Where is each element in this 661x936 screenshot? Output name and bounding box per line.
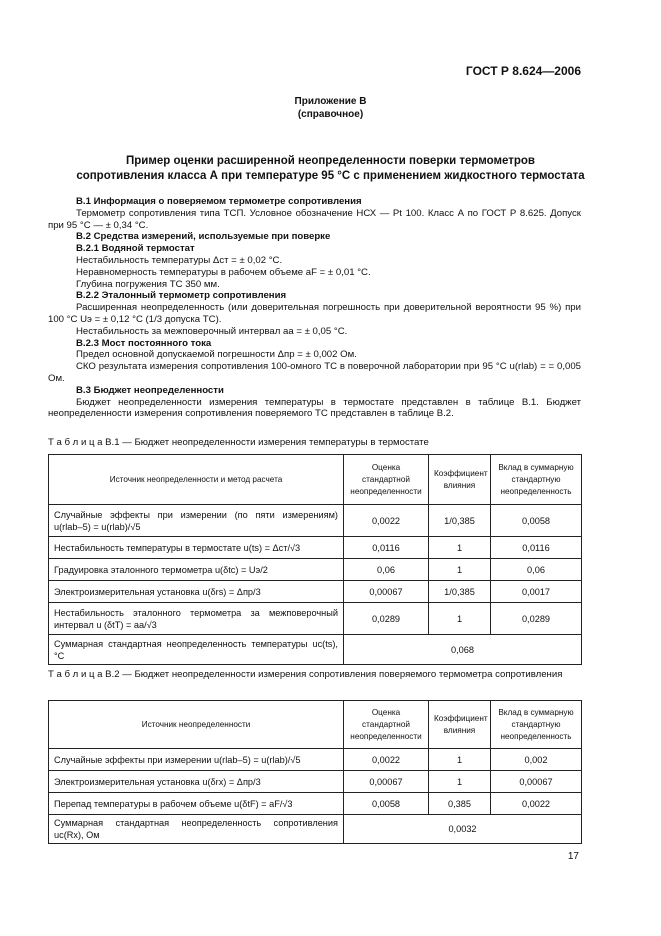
value-cell: 0,0058	[344, 793, 429, 815]
value-cell: 0,0022	[344, 749, 429, 771]
source-cell: Нестабильность температуры в термостате u(ts) = Δст/√3	[49, 537, 344, 559]
value-cell: 0,0017	[491, 581, 582, 603]
section-heading: В.2.3 Мост постоянного тока	[76, 337, 212, 349]
total-label-cell: Суммарная стандартная неопределенность сопротивления uc(Rx), Ом	[49, 815, 344, 844]
source-cell: Градуировка эталонного термометра u(δtс) = Uэ/2	[49, 559, 344, 581]
total-value-cell: 0,0032	[344, 815, 582, 844]
table2-header: Вклад в суммарную стандартную неопределенность	[491, 701, 582, 749]
value-cell: 0,0058	[491, 505, 582, 537]
source-cell: Перепад температуры в рабочем объеме u(δtF) = aF/√3	[49, 793, 344, 815]
paragraph: Расширенная неопределенность (или доверительная погрешность при доверительной вероятности 95 %) при 100 °С Uэ = ± 0,12 °С (1/3 допуска ТС).	[48, 302, 581, 325]
table2-header: Источник неопределенности	[49, 701, 344, 749]
table-total-row	[49, 815, 582, 844]
source-cell: Электроизмерительная установка u(δrx) = Δпр/3	[49, 771, 344, 793]
value-cell: 1	[429, 537, 491, 559]
paragraph: Неравномерность температуры в рабочем объеме aF = ± 0,01 °С.	[76, 266, 371, 278]
value-cell: 1	[429, 603, 491, 635]
value-cell: 0,06	[344, 559, 429, 581]
paragraph: СКО результата измерения сопротивления 100-омного ТС в поверочной лаборатории при 95 °С u(rlab) = = 0,005 Ом.	[48, 361, 581, 384]
value-cell: 0,00067	[344, 771, 429, 793]
page-number: 17	[567, 851, 579, 862]
table1-header: Вклад в суммарную стандартную неопределенность	[491, 455, 582, 505]
appendix-heading	[0, 95, 661, 121]
table1-caption: Т а б л и ц а В.1 — Бюджет неопределенности измерения температуры в термостате	[48, 437, 429, 448]
table2-header: Коэффициент влияния	[429, 701, 491, 749]
title-line-1: Пример оценки расширенной неопределенности поверки термометров	[125, 155, 535, 167]
value-cell: 0,00067	[491, 771, 582, 793]
paragraph: Нестабильность температуры Δст = ± 0,02 °С.	[76, 254, 283, 266]
section-heading: В.2.2 Эталонный термометр сопротивления	[76, 290, 287, 302]
value-cell: 1/0,385	[429, 581, 491, 603]
paragraph: Бюджет неопределенности измерения температуры в термостате представлен в таблице В.1. Бюджет неопределенности измерения сопротивления поверяемого ТС представлен в таблице В.2.	[48, 396, 581, 420]
table1-header: Источник неопределенности и метод расчета	[49, 455, 344, 505]
table-row	[49, 603, 582, 635]
value-cell: 0,06	[491, 559, 582, 581]
source-cell: Случайные эффекты при измерении (по пяти измерениям) u(rlab–5) = u(rlab)/√5	[49, 505, 344, 537]
table2-header-row	[49, 701, 582, 749]
standard-number: ГОСТ Р 8.624—2006	[465, 64, 581, 78]
table1-header-row	[49, 455, 582, 505]
value-cell: 0,0289	[344, 603, 429, 635]
value-cell: 0,0022	[491, 793, 582, 815]
body-text	[48, 196, 581, 420]
paragraph: Предел основной допускаемой погрешности Δпр = ± 0,002 Ом.	[76, 349, 357, 361]
value-cell: 0,002	[491, 749, 582, 771]
appendix-label: Приложение В	[294, 96, 367, 107]
table-row	[49, 771, 582, 793]
table-row	[49, 749, 582, 771]
paragraph: Глубина погружения ТС 350 мм.	[76, 278, 220, 290]
source-cell: Электроизмерительная установка u(δrs) = Δпр/3	[49, 581, 344, 603]
section-heading: В.2.1 Водяной термостат	[76, 243, 195, 255]
total-label-cell: Суммарная стандартная неопределенность температуры uc(ts), °С	[49, 635, 344, 665]
value-cell: 0,00067	[344, 581, 429, 603]
paragraph: Термометр сопротивления типа ТСП. Условное обозначение НСХ — Pt 100. Класс А по ГОСТ Р 8.625. Допуск при 95 °С — ± 0,34 °С.	[48, 207, 581, 231]
value-cell: 1	[429, 771, 491, 793]
table2-header: Оценка стандартной неопределенности	[344, 701, 429, 749]
title-line-2: сопротивления класса А при температуре 95 °С с применением жидкостного термостата	[76, 170, 585, 182]
value-cell: 0,0289	[491, 603, 582, 635]
appendix-type: (справочное)	[297, 109, 364, 120]
table-row	[49, 793, 582, 815]
table2-caption: Т а б л и ц а В.2 — Бюджет неопределенности измерения сопротивления поверяемого термометра сопротивления	[48, 669, 563, 680]
source-cell: Случайные эффекты при измерении u(rlab–5) = u(rlab)/√5	[49, 749, 344, 771]
section-heading: В.3 Бюджет неопределенности	[76, 384, 224, 396]
value-cell: 0,385	[429, 793, 491, 815]
table2	[48, 700, 582, 844]
table-row	[49, 537, 582, 559]
value-cell: 0,0116	[491, 537, 582, 559]
document-title	[0, 154, 661, 184]
value-cell: 1/0,385	[429, 505, 491, 537]
section-heading: В.2 Средства измерений, используемые при поверке	[76, 231, 331, 243]
table-row	[49, 559, 582, 581]
table1-header: Коэффициент влияния	[429, 455, 491, 505]
value-cell: 0,0116	[344, 537, 429, 559]
source-cell: Нестабильность эталонного термометра за межповерочный интервал u (δtT) = aa/√3	[49, 603, 344, 635]
value-cell: 1	[429, 559, 491, 581]
value-cell: 0,0022	[344, 505, 429, 537]
table-total-row	[49, 635, 582, 665]
value-cell: 1	[429, 749, 491, 771]
section-heading: В.1 Информация о поверяемом термометре сопротивления	[76, 196, 362, 207]
paragraph: Нестабильность за межповерочный интервал aa = ± 0,05 °С.	[76, 325, 348, 337]
total-value-cell: 0,068	[344, 635, 582, 665]
table1-header: Оценка стандартной неопределенности	[344, 455, 429, 505]
table1	[48, 454, 582, 665]
table-row	[49, 505, 582, 537]
table-row	[49, 581, 582, 603]
